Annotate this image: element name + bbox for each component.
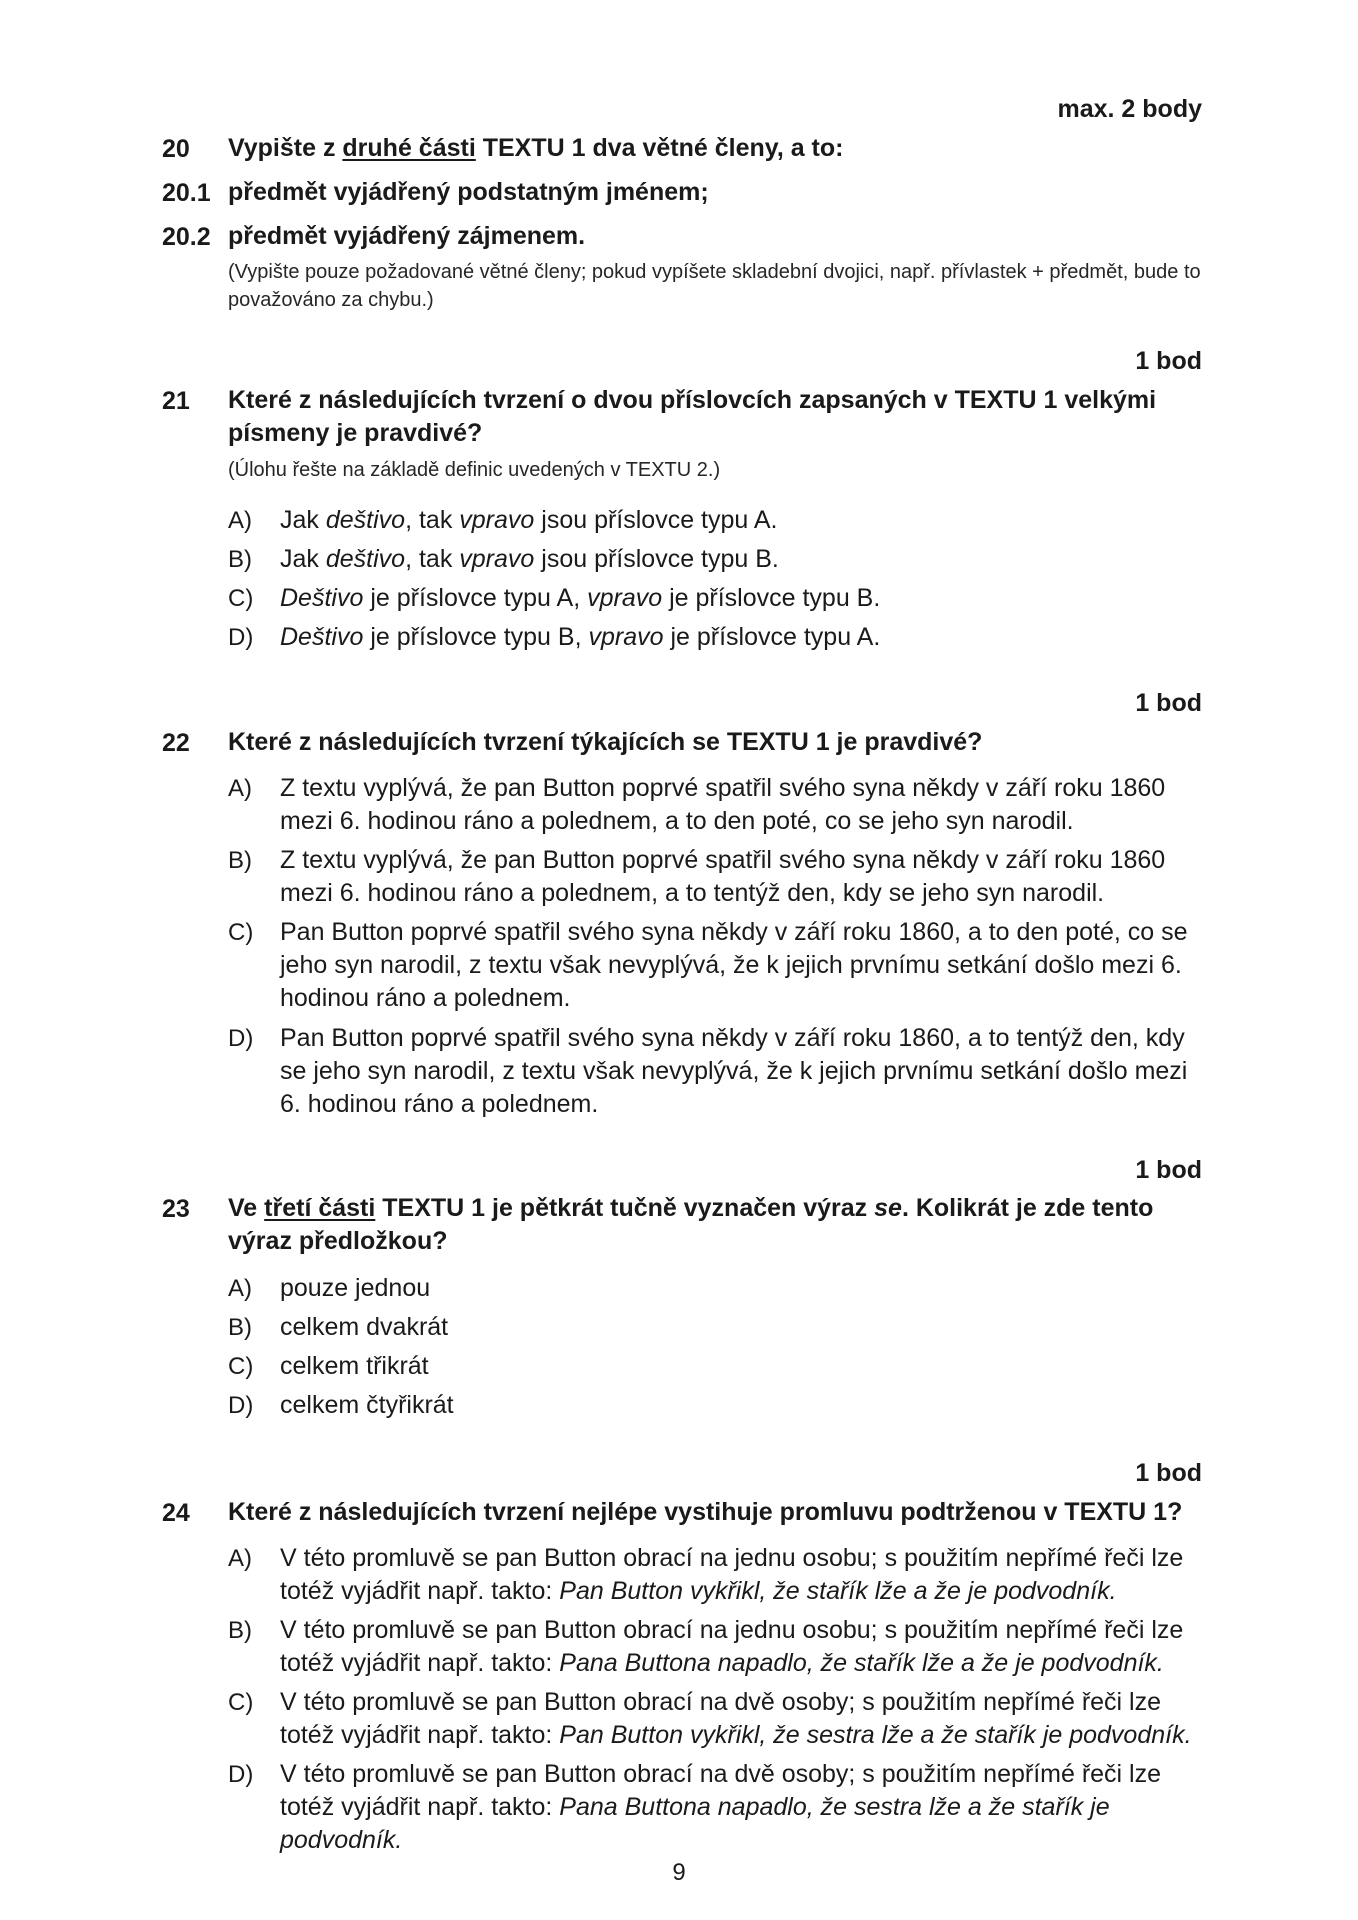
italic-quote: Pan Button vykřikl, že sestra lže a že stařík je podvodník. <box>559 1721 1192 1749</box>
option-text <box>280 1758 1215 1857</box>
subitem-text: předmět vyjádřený podstatným jménem; <box>228 178 709 206</box>
text-run: TEXTU 1 je pětkrát tučně vyznačen výraz <box>375 1194 875 1222</box>
option-letter: C) <box>228 1353 254 1380</box>
italic-term: vpravo <box>459 545 535 573</box>
text-run: Vypište z <box>228 134 343 162</box>
option-text: celkem čtyřikrát <box>280 1391 454 1419</box>
text-run: je příslovce typu B. <box>662 584 881 612</box>
option-text <box>280 543 1215 576</box>
text-run: jsou příslovce typu A. <box>534 506 778 534</box>
italic-quote: Pan Button vykřikl, že stařík lže a že je podvodník. <box>559 1577 1117 1605</box>
question-text <box>228 132 1208 165</box>
page-number: 9 <box>672 1859 686 1886</box>
italic-term: deštivo <box>325 545 406 573</box>
subitem-number: 20.1 <box>162 179 211 207</box>
option-letter: B) <box>228 1314 252 1341</box>
question-number: 24 <box>162 1499 190 1527</box>
text-run: , tak <box>405 545 460 573</box>
italic-term: deštivo <box>325 506 406 534</box>
text-run: V této promluvě se pan Button obrací na jednu osobu; s použitím nepřímé řeči lze totéž vyjádřit např. takto: <box>280 1544 1184 1605</box>
question-text: Které z následujících tvrzení týkajících se TEXTU 1 je pravdivé? <box>228 728 983 756</box>
option-text <box>280 621 1215 654</box>
italic-term: Deštivo <box>280 623 364 651</box>
question-note: (Vypište pouze požadované větné členy; pokud vypíšete skladební dvojici, např. přívlastek + předmět, bude to považováno za chybu.) <box>228 261 1201 311</box>
option-text: Z textu vyplývá, že pan Button poprvé spatřil svého syna někdy v září roku 1860 mezi 6. hodinou ráno a polednem, a to tentýž den, kdy se jeho syn narodil. <box>280 846 1166 907</box>
option-letter: A) <box>228 775 252 802</box>
option-letter: C) <box>228 585 254 612</box>
option-letter: A) <box>228 507 252 534</box>
italic-term: se <box>874 1194 902 1222</box>
italic-quote: Pana Buttona napadlo, že stařík lže a že je podvodník. <box>559 1649 1164 1677</box>
subitem-number: 20.2 <box>162 223 211 251</box>
question-number: 23 <box>162 1195 190 1223</box>
italic-term: Deštivo <box>280 584 364 612</box>
question-text <box>228 1192 1208 1258</box>
question-text: Které z následujících tvrzení o dvou příslovcích zapsaných v TEXTU 1 velkými písmeny je pravdivé? <box>228 386 1157 447</box>
option-text: Z textu vyplývá, že pan Button poprvé spatřil svého syna někdy v září roku 1860 mezi 6. hodinou ráno a polednem, a to den poté, co se jeho syn narodil. <box>280 774 1166 835</box>
option-letter: A) <box>228 1275 252 1302</box>
option-text: Pan Button poprvé spatřil svého syna někdy v září roku 1860, a to tentýž den, kdy se jeho syn narodil, z textu však nevyplývá, že k jejich prvnímu setkání došlo mezi 6. hodinou ráno a polednem. <box>280 1024 1188 1118</box>
text-run: jsou příslovce typu B. <box>534 545 779 573</box>
question-number: 22 <box>162 729 190 757</box>
option-text <box>280 1686 1215 1752</box>
points-label: 1 bod <box>1135 1459 1202 1487</box>
text-run: . Kolikrát je zde tento výraz předložkou? <box>228 1194 1154 1255</box>
option-letter: C) <box>228 1689 254 1716</box>
points-label: 1 bod <box>1135 347 1202 375</box>
underlined-text: třetí části <box>264 1194 376 1222</box>
option-text: pouze jednou <box>280 1274 431 1302</box>
text-run: je příslovce typu A, <box>363 584 588 612</box>
option-text <box>280 582 1215 615</box>
text-run: V této promluvě se pan Button obrací na dvě osoby; s použitím nepřímé řeči lze totéž vyjádřit např. takto: <box>280 1688 1162 1749</box>
subitem-text: předmět vyjádřený zájmenem. <box>228 222 586 250</box>
text-run: Jak <box>280 506 326 534</box>
points-label: 1 bod <box>1135 689 1202 717</box>
text-run: TEXTU 1 dva větné členy, a to: <box>475 134 844 162</box>
question-text: Které z následujících tvrzení nejlépe vystihuje promluvu podtrženou v TEXTU 1? <box>228 1498 1183 1526</box>
option-text: Pan Button poprvé spatřil svého syna někdy v září roku 1860, a to den poté, co se jeho syn narodil, z textu však nevyplývá, že k jejich prvnímu setkání došlo mezi 6. hodinou ráno a polednem. <box>280 918 1188 1012</box>
option-text: celkem třikrát <box>280 1352 429 1380</box>
text-run: Jak <box>280 545 326 573</box>
option-letter: B) <box>228 847 252 874</box>
option-letter: D) <box>228 1025 254 1052</box>
underlined-text: druhé části <box>342 134 476 162</box>
option-letter: B) <box>228 546 252 573</box>
option-letter: C) <box>228 919 254 946</box>
points-label: max. 2 body <box>1057 95 1202 123</box>
italic-term: vpravo <box>588 623 664 651</box>
option-text <box>280 1614 1215 1680</box>
option-letter: D) <box>228 1761 254 1788</box>
points-label: 1 bod <box>1135 1156 1202 1184</box>
italic-term: vpravo <box>587 584 663 612</box>
italic-term: vpravo <box>459 506 535 534</box>
option-letter: A) <box>228 1545 252 1572</box>
option-letter: D) <box>228 624 254 651</box>
text-run: , tak <box>405 506 460 534</box>
text-run: je příslovce typu A. <box>663 623 881 651</box>
option-text <box>280 504 1215 537</box>
text-run: Ve <box>228 1194 265 1222</box>
option-letter: B) <box>228 1617 252 1644</box>
italic-quote: Pana Buttona napadlo, že sestra lže a že stařík je podvodník. <box>280 1793 1110 1854</box>
question-note: (Úlohu řešte na základě definic uvedených v TEXTU 2.) <box>228 459 721 481</box>
option-text <box>280 1542 1215 1608</box>
question-number: 20 <box>162 135 190 163</box>
question-number: 21 <box>162 387 190 415</box>
text-run: V této promluvě se pan Button obrací na jednu osobu; s použitím nepřímé řeči lze totéž vyjádřit např. takto: <box>280 1616 1184 1677</box>
option-text: celkem dvakrát <box>280 1313 449 1341</box>
text-run: je příslovce typu B, <box>363 623 589 651</box>
option-letter: D) <box>228 1392 254 1419</box>
text-run: V této promluvě se pan Button obrací na dvě osoby; s použitím nepřímé řeči lze totéž vyjádřit např. takto: <box>280 1760 1162 1821</box>
